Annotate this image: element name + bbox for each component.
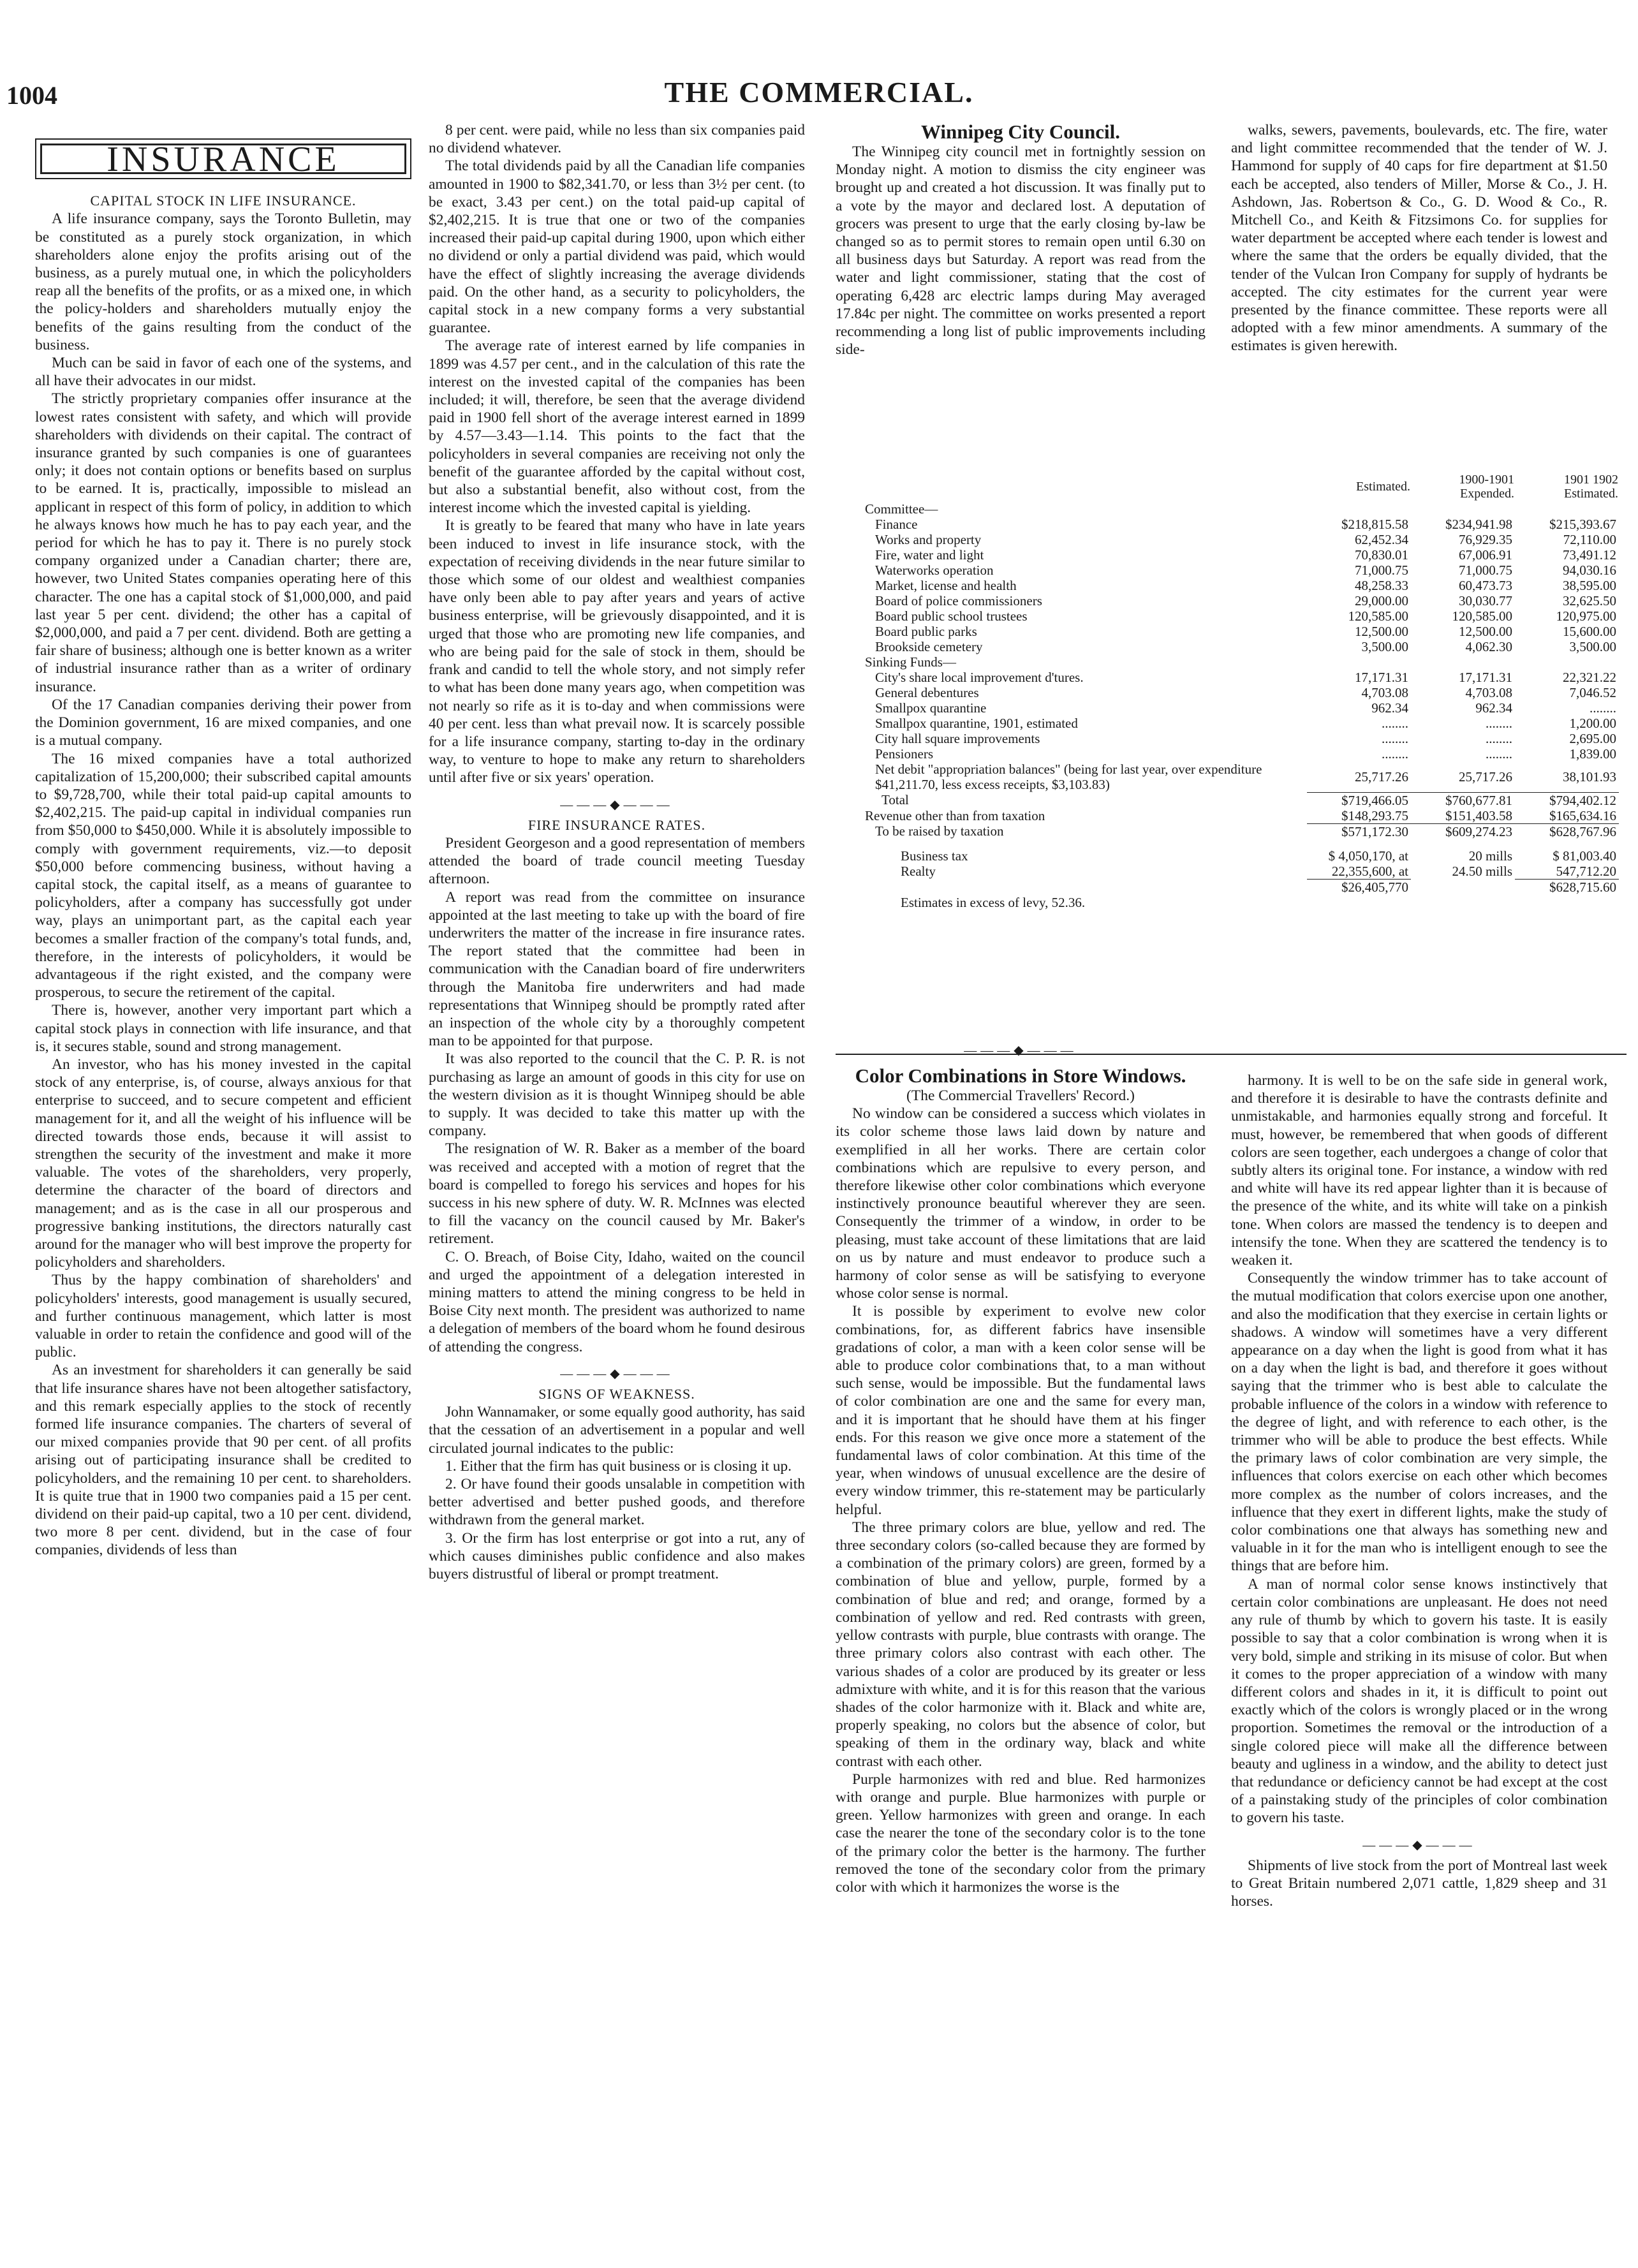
section-banner: INSURANCE (35, 138, 411, 179)
article-source: (The Commercial Travellers' Record.) (906, 1087, 1135, 1104)
paragraph: Much can be said in favor of each one of the systems, and all have their advocates in our midst. (35, 355, 411, 390)
table-row: Market, license and health 48,258.33 60,473.73 38,595.00 (875, 578, 1616, 593)
table-header: Estimated. 1900-1901 Expended. 1901 1902 Estimated. (1356, 473, 1618, 501)
paragraph: Shipments of live stock from the port of Montreal last week to Great Britain numbered 2,071 cattle, 1,829 sheep and 31 horses. (1231, 1857, 1607, 1910)
table-row: Board public parks 12,500.00 12,500.00 15,600.00 (875, 624, 1616, 639)
paragraph: 8 per cent. were paid, while no less than six companies paid no dividend whatever. (429, 122, 805, 157)
paragraph: John Wannamaker, or some equally good authority, has said that the cessation of an advertisement in a popular and well circulated journal indicates to the public: (429, 1404, 805, 1457)
estimates-table (862, 472, 1619, 910)
paragraph: As an investment for shareholders it can generally be said that life insurance shares have not been altogether satisfactory, and this remark especially applies to the stock of recently formed life insurance companies. The charters of several of our mixed companies provide that 90 per cent. of all profits arising out of participating insurance shall be credited to policyholders, and the remaining 10 per cent. to shareholders. It is quite true that in 1900 two companies paid a 15 per cent. dividend on their paid-up capital, two a 10 per cent. dividend, two more 8 per cent. dividend, but in the case of four companies, dividends of less than (35, 1362, 411, 1559)
article-heading: Color Combinations in Store Windows. (855, 1065, 1186, 1087)
article-body (1231, 121, 1607, 355)
masthead: THE COMMERCIAL. (664, 76, 974, 108)
article-body (836, 143, 1206, 358)
paragraph: The average rate of interest earned by life companies in 1899 was 4.57 per cent., and in the calculation of this rate the interest on the invested capital of the companies has been included; it will, therefore, be seen that the average dividend paid in 1900 fell short of the average interest earned in 1899 by 4.57—3.43—1.14. This points to the fact that the policyholders in several companies are receiving not only the benefit of the guarantee afforded by the capital without cost, but also a substantial benefit, also without cost, from the interest income which the invested capital is yielding. (429, 337, 805, 517)
article-body (35, 210, 411, 1559)
paragraph: It was also reported to the council that the C. P. R. is not purchasing as large an amount of goods in this city for use on the western division as it is thought Winnipeg should be able to supply. It was decided to take this matter up with the company. (429, 1050, 805, 1140)
paragraph: A life insurance company, says the Toronto Bulletin, may be constituted as a purely stock organization, in which shareholders alone enjoy the profits arising out of the business, as a purely mutual one, in which the policyholders reap all the benefits of the profits, or as a mixed one, in which the policy-holders and shareholders mutually enjoy the benefits of the gains resulting from the conduct of the business. (35, 210, 411, 353)
paragraph: The Winnipeg city council met in fortnightly session on Monday night. A motion to dismiss the city engineer was brought up and created a hot discussion. It was finally put to a vote by the mayor and declared lost. A deputation of grocers was present to urge that the early closing by-law be changed so as to permit stores to remain open until 6.30 on all business days but Saturday. A report was read from the water and light commissioner, stating that the cost of operating 6,428 arc electric lamps during May averaged 17.84c per night. The committee on works presented a report recommending a long list of public improvements including side- (836, 144, 1206, 358)
article-body (1231, 1857, 1607, 1911)
paragraph: It is greatly to be feared that many who have in late years been induced to invest in life insurance stock, with the expectation of receiving dividends in the near future similar to those which some of our oldest and wealthiest companies have only been able to pay after years and years of active business enterprise, will be grievously disappointed, and it is urged that those who are promoting new life companies, and who are being paid for the sale of stock in them, should be frank and candid to tell the whole story, and not simply refer to what has been done many years ago, when competition was not nearly so rife as it is to-day and when commissions were 40 per cent. less than what prevail now. It is scarcely possible for a life insurance company, starting to-day in the ordinary way, to venture to hope to make any return to shareholders until after five or six years' operation. (429, 517, 805, 786)
column-4-bottom (1231, 1071, 1607, 2245)
table-row: General debentures 4,703.08 4,703.08 7,046.52 (875, 685, 1616, 700)
section-divider: ———◆——— (560, 797, 674, 812)
table-row: Board of police commissioners 29,000.00 30,030.77 32,625.50 (875, 593, 1616, 608)
table-row: Net debit "appropriation balances" (being for last year, over expenditure $41,211.70, less excess receipts, $3,103.83) 25,717.26 25,717.26 38,101.93 (875, 762, 1616, 792)
paragraph: The resignation of W. R. Baker as a member of the board was received and accepted with a motion of regret that the board is compelled to forego his services and hopes for his success in his new sphere of duty. W. R. McInnes was elected to fill the vacancy on the council caused by Mr. Baker's retirement. (429, 1140, 805, 1248)
paragraph: walks, sewers, pavements, boulevards, etc. The fire, water and light committee recommended that the tender of W. J. Hammond for supply of 40 caps for fire department at $1.50 each be accepted, also tenders of Miller, Morse & Co., J. H. Ashdown, Jas. Robertson & Co., G. D. Wood & Co., R. Mitchell Co., and Keith & Fitzsimons Co. for supplies for water department be accepted where each tender is lowest and where the same that the orders be equally divided, that the tender of the Vulcan Iron Company for supply of hydrants be accepted. The city estimates for the current year were presented by the finance committee. These reports were all adopted with a few minor amendments. A summary of the estimates is given herewith. (1231, 122, 1607, 355)
section-label: Sinking Funds— (865, 654, 956, 670)
article-heading: SIGNS OF WEAKNESS. (538, 1386, 695, 1403)
page-number: 1004 (6, 81, 57, 110)
section-label: Committee— (865, 501, 938, 517)
paragraph: harmony. It is well to be on the safe side in general work, and therefore it is desirable to have the contrasts definite and unmistakable, and harmonies equally strong and forceful. It must, however, be remembered that when goods of different colors are seen together, each undergoes a change of color that subtly alters its original tone. For instance, a window with red and white will have its red appear lighter than it is because of the presence of the white, and its white will take on a pinkish tone. When colors are massed the tendency is to deepen and intensify the tone. When they are scattered the tendency is to weaken it. (1231, 1072, 1607, 1269)
table-row: Finance $218,815.58 $234,941.98 $215,393.67 (875, 517, 1616, 532)
paragraph: Consequently the window trimmer has to take account of the mutual modification that colors exercise upon one another, and also the modification that they exercise in certain lights or shadows. A window will sometimes have a very different appearance on a day when the light is good from what it has on a day when the light is bad, and therefore it goes without saying that the trimmer who is best able to calculate the probable influence of the colors in a window with reference to the degree of light, and with reference to each other, is the trimmer who will be able to produce the best effects. While the primary laws of color combination are very simple, the influences that colors exercise on each other which becomes more complex as the number of colors increases, and the influence that they exert in different lights, make the study of color combinations one that always has something new and valuable in it for the man who is intelligent enough to see the things that are before him. (1231, 1270, 1607, 1575)
paragraph: 2. Or have found their goods unsalable in competition with better advertised and better pushed goods, and therefore withdrawn from the general market. (429, 1476, 805, 1529)
table-row: Smallpox quarantine 962.34 962.34 ........ (875, 700, 1616, 716)
table-row: Board public school trustees 120,585.00 120,585.00 120,975.00 (875, 608, 1616, 624)
table-row: City's share local improvement d'tures. 17,171.31 17,171.31 22,321.22 (875, 670, 1616, 685)
paragraph: Of the 17 Canadian companies deriving their power from the Dominion government, 16 are mixed companies, and one is a mutual company. (35, 696, 411, 749)
section-divider: ———◆——— (560, 1366, 674, 1381)
paragraph: C. O. Breach, of Boise City, Idaho, waited on the council and urged the appointment of a delegation interested in mining matters to attend the mining congress to be held in Boise City next month. The president was authorized to name a delegation of members of the board whom he found desirous of attending the congress. (429, 1248, 805, 1355)
table-note: Estimates in excess of levy, 52.36. (901, 894, 1086, 910)
table-row: Pensioners ........ ........ 1,839.00 (875, 746, 1616, 762)
paragraph: Thus by the happy combination of shareholders' and policyholders' interests, good management is usually secured, and further continuous management, which latter is most valuable in order to retain the confidence and good will of the public. (35, 1272, 411, 1361)
paragraph: 3. Or the firm has lost enterprise or got into a rut, any of which causes diminishes public confidence and also makes buyers distrustful of liberal or prompt treatment. (429, 1529, 805, 1583)
column-3-bottom (836, 1065, 1206, 2245)
table-row: Total $719,466.05 $760,677.81 $794,402.12 (862, 792, 1619, 808)
article-body (429, 834, 805, 1356)
paragraph: The total dividends paid by all the Canadian life companies amounted in 1900 to $82,341.70, or less than 3½ per cent. (to be exact, 3.43 per cent.) on the total paid-up capital of $2,402,215. It is true that one or two of the companies increased their paid-up capital during 1900, upon which either no dividend or only a partial dividend was paid, which would have the effect of slightly increasing the average dividends paid. On the other hand, as a security to policyholders, the capital stock in a new company forms a very substantial guarantee. (429, 158, 805, 337)
paragraph: Purple harmonizes with red and blue. Red harmonizes with orange and purple. Blue harmonizes with purple or green. Yellow harmonizes with green and orange. In each case the nearer the tone of the secondary color is to the tone of the primary color the better is the harmony. The further removed the tone of the secondary color from the primary color with which it harmonizes the worse is the (836, 1771, 1206, 1896)
section-divider: ———◆——— (1362, 1837, 1476, 1852)
article-body (1231, 1071, 1607, 1827)
column-1 (35, 131, 411, 2261)
article-heading: Winnipeg City Council. (920, 121, 1121, 143)
table-row: Business tax $ 4,050,170, at 20 mills $ 81,003.40 (901, 848, 1616, 864)
paragraph: There is, however, another very important part which a capital stock plays in connection with life insurance, and that is, it secures stable, sound and strong management. (35, 1002, 411, 1055)
paragraph: The three primary colors are blue, yellow and red. The three secondary colors (so-called because they are formed by a combination of the primary colors) are green, formed by a combination of blue and yellow, purple, formed by a combination of blue and red; and orange, formed by a combination of yellow and red. Red contrasts with green, yellow contrasts with purple, blue contrasts with orange. The three primary colors also contrast with each other. The various shades of a color are produced by its greater or less admixture with white, and it is for this reason that the various shades of the color harmonize with it. Black and white are, properly speaking, no colors but the absence of color, but speaking of them in the ordinary way, black and white contrast with each other. (836, 1519, 1206, 1770)
article-heading: FIRE INSURANCE RATES. (528, 816, 706, 833)
paragraph: A report was read from the committee on insurance appointed at the last meeting to take up with the board of fire underwriters the matter of the increase in fire insurance rates. The report stated that the committee had been in communication with the Canadian board of fire underwriters through the Manitoba fire underwriters and had made representations that Winnipeg should be promptly rated after an inspection of the whole city by a thoroughly competent man to be appointed for that purpose. (429, 888, 805, 1050)
article-body (429, 121, 805, 787)
paragraph: No window can be considered a success which violates in its color scheme those laws laid down by nature and exemplified in all her works. There are certain color combinations which are repulsive to every person, and therefore likewise other color combinations which everyone instinctively pronounce beautiful wherever they are seen. Consequently the trimmer of a window, in order to be pleasing, must take account of these limitations that are laid on us by nature and must endeavor to produce such a harmony of color sense as will be satisfying to everyone whose color sense is normal. (836, 1105, 1206, 1302)
paragraph: The 16 mixed companies have a total authorized capitalization of 15,200,000; their subscribed capital amounts to $9,728,700, while their total paid-up capital amounts to $2,402,215. The paid-up capital in individual companies run from $50,000 to $450,000. While it is absolutely impossible to comply with government requirements, viz.—to deposit $50,000 before commencing business, without having a capital stock, the capital itself, as a means of guarantee to policyholders, after a company has successfully got under way, plays an unimportant part, as the capital each year becomes a smaller fraction of the company's total funds, and, therefore, in the interests of policyholders, it would be advantageous if the right existed, and the company were prosperous, to secure the retirement of the capital. (35, 750, 411, 1001)
paragraph: An investor, who has his money invested in the capital stock of any enterprise, is, of course, always anxious for that enterprise to succeed, and to secure competent and efficient management for it, and all the weight of his influence will be directed towards those ends, because it will assist to strengthen the security of the investment and make it more valuable. The votes of the shareholders, very properly, determine the character of the board of directors and management; and as is the case in all our prosperous and progressive banking institutions, the directors naturally cast around for the manager who will best improve the property for policyholders and shareholders. (35, 1056, 411, 1271)
article-body (429, 1403, 805, 1583)
column-2 (429, 121, 805, 2251)
paragraph: It is possible by experiment to evolve new color combinations, for, as different fabrics have insensible gradations of color, a man with a keen color sense will be able to produce color combinations that, to a man without such sense, would be impossible. But the fundamental laws of color combination are one and the same for every man, and it is important that he should have them at his finger ends. For this reason we give once more a statement of the fundamental laws of color combination. At this time of the year, when windows of unusual excellence are the desire of every window trimmer, this re-statement may be particularly helpful. (836, 1303, 1206, 1518)
paragraph: 1. Either that the firm has quit business or is closing it up. (445, 1457, 792, 1475)
paragraph: The strictly proprietary companies offer insurance at the lowest rates consistent with safety, and which will provide shareholders with dividends on their capital. The contract of insurance granted by such companies is one of guarantees only; it does not contain options or benefits based on surplus to be earned. It is, practically, impossible to mislead an applicant in respect of this form of policy, in addition to which he always knows how much he has to pay each year, and the period for which he has to pay it. There is no purely stock company organized under a Canadian charter; there are, however, two United States companies operating here of this character. The one has a capital stock of $1,000,000, and paid last year 5 per cent. dividend; the other has a capital of $2,000,000, and paid a 7 per cent. dividend. Both are getting a fair share of business; although one is better known as a writer of industrial insurance rather than as a writer of ordinary insurance. (35, 390, 411, 695)
table-row: Waterworks operation 71,000.75 71,000.75 94,030.16 (875, 563, 1616, 578)
table-row: Revenue other than from taxation $148,293.75 $151,403.58 $165,634.16 (865, 807, 1616, 823)
article-heading: CAPITAL STOCK IN LIFE INSURANCE. (90, 193, 357, 209)
table-row: Works and property 62,452.34 76,929.35 72,110.00 (875, 532, 1616, 547)
section-divider: ———◆——— (964, 1043, 1077, 1057)
table-row: City hall square improvements ........ ........ 2,695.00 (875, 731, 1616, 746)
paragraph: President Georgeson and a good representation of members attended the board of trade council meeting Tuesday afternoon. (429, 834, 805, 888)
article-body (836, 1105, 1206, 1896)
table-row: Smallpox quarantine, 1901, estimated ........ ........ 1,200.00 (875, 716, 1616, 731)
table-row: To be raised by taxation $571,172.30 $609,274.23 $628,767.96 (862, 823, 1619, 839)
table-row: Brookside cemetery 3,500.00 4,062.30 3,500.00 (875, 639, 1616, 654)
table-row: Fire, water and light 70,830.01 67,006.91 73,491.12 (875, 547, 1616, 563)
table-row: $26,405,770 $628,715.60 (862, 879, 1619, 895)
table-row: Realty 22,355,600, at 24.50 mills 547,712.20 (901, 863, 1616, 879)
paragraph: A man of normal color sense knows instinctively that certain color combinations are unpleasant. He does not need any rule of thumb by which to govern his taste. It is easily possible to say that a color combination is wrong when it is very bold, simple and striking in its misuse of color. But when it comes to the proper appreciation of a window with many different colors and shades in it, it is difficult to point out exactly which of the colors is wrongly placed or in the wrong proportion. Sometimes the removal or the introduction of a single colored piece will make all the difference between beauty and ugliness in a window, and the ability to detect just that redundance or deficiency cannot be had except at the cost of a painstaking study of the principles of color combination to govern his taste. (1231, 1575, 1607, 1827)
